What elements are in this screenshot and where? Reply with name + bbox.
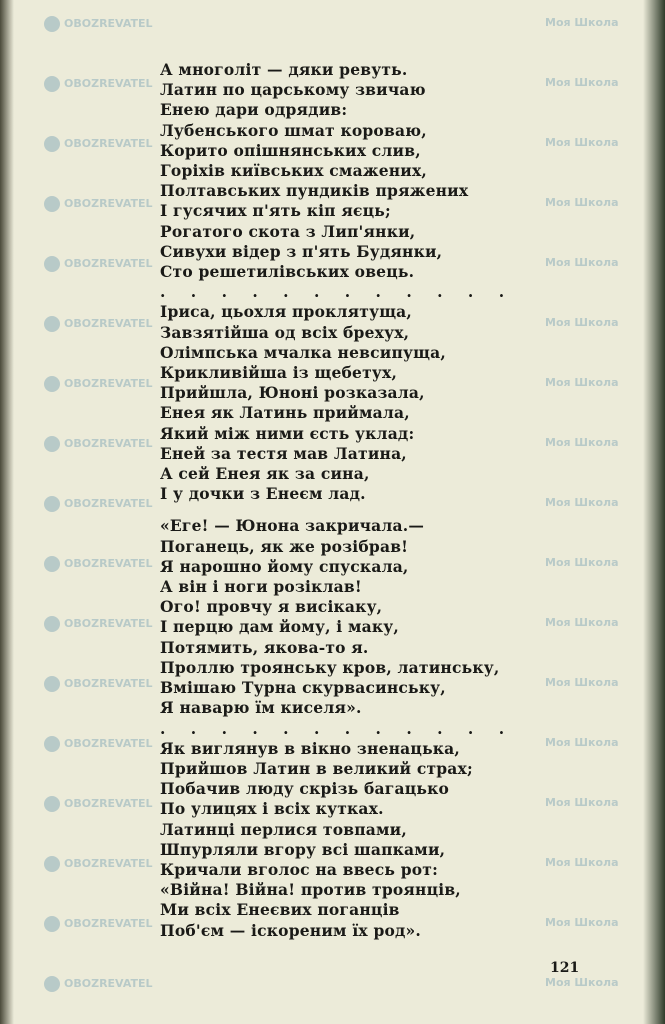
- watermark-left: OBOZREVATEL: [40, 736, 153, 752]
- watermark-right: Моя Школа: [545, 316, 619, 329]
- watermark-right: Моя Школа: [545, 16, 619, 29]
- poem-line: А сей Енея як за сина,: [160, 464, 370, 484]
- poem-line: Поганець, як же розібрав!: [160, 536, 409, 556]
- poem-line: І гусячих п'ять кіп яєць;: [160, 201, 391, 221]
- poem-line: Побачив люду скрізь багацько: [160, 779, 450, 799]
- watermark-left: OBOZREVATEL: [40, 616, 153, 632]
- watermark-right: Моя Школа: [545, 376, 619, 389]
- poem-line: Вмішаю Турна скурвасинську,: [160, 678, 446, 698]
- watermark-circle-icon: [44, 136, 60, 152]
- poem-line: Енею дари одрядив:: [160, 100, 348, 120]
- watermark-circle-icon: [44, 436, 60, 452]
- poem-line: І у дочки з Енеєм лад.: [160, 484, 366, 504]
- ellipsis-divider-2: . . . . . . . . . . . .: [160, 718, 515, 738]
- watermark-left: OBOZREVATEL: [40, 316, 153, 332]
- watermark-left: OBOZREVATEL: [40, 976, 153, 992]
- watermark-right: Моя Школа: [545, 256, 619, 269]
- poem-line: Лубенського шмат короваю,: [160, 120, 427, 140]
- poem-line: Полтавських пундиків пряжених: [160, 181, 469, 201]
- watermark-right: Моя Школа: [545, 196, 619, 209]
- watermark-circle-icon: [44, 556, 60, 572]
- poem-line: Прийшов Латин в великий страх;: [160, 758, 473, 778]
- ellipsis-divider-1: . . . . . . . . . . . .: [160, 282, 515, 302]
- stanza-4: [160, 739, 514, 941]
- watermark-right: Моя Школа: [545, 856, 619, 869]
- watermark-circle-icon: [44, 616, 60, 632]
- poem-line: І перцю дам йому, і маку,: [160, 617, 399, 637]
- watermark-circle-icon: [44, 976, 60, 992]
- page-number: 121: [550, 960, 580, 976]
- poem-line: Еней за тестя мав Латина,: [160, 443, 407, 463]
- poem-line: По улицях і всіх кутках.: [160, 799, 384, 819]
- watermark-circle-icon: [44, 316, 60, 332]
- watermark-circle-icon: [44, 76, 60, 92]
- poem-line: Потямить, якова-то я.: [160, 637, 369, 657]
- watermark-left: OBOZREVATEL: [40, 916, 153, 932]
- stanza-3: [160, 516, 514, 718]
- watermark-left: OBOZREVATEL: [40, 136, 153, 152]
- watermark-right: Моя Школа: [545, 556, 619, 569]
- poem-line: Поб'єм — іскореним їх род».: [160, 920, 422, 940]
- poem-line: «Війна! Війна! против троянців,: [160, 880, 461, 900]
- poem-line: Іриса, цьохля проклятуща,: [160, 302, 413, 322]
- watermark-circle-icon: [44, 856, 60, 872]
- poem-line: Завзятійша од всіх брехух,: [160, 322, 410, 342]
- watermark-circle-icon: [44, 496, 60, 512]
- watermark-circle-icon: [44, 676, 60, 692]
- poem-line: «Еге! — Юнона закричала.—: [160, 516, 425, 536]
- watermark-left: OBOZREVATEL: [40, 436, 153, 452]
- poem-line: Кричали вголос на ввесь рот:: [160, 859, 438, 879]
- poem-line: Корито опішнянських слив,: [160, 140, 421, 160]
- watermark-right: Моя Школа: [545, 616, 619, 629]
- watermark-circle-icon: [44, 256, 60, 272]
- watermark-right: Моя Школа: [545, 496, 619, 509]
- watermark-right: Моя Школа: [545, 436, 619, 449]
- poem-line: Латинці перлися товпами,: [160, 819, 407, 839]
- watermark-right: Моя Школа: [545, 76, 619, 89]
- poem-line: Шпурляли вгору всі шапками,: [160, 839, 446, 859]
- watermark-left: OBOZREVATEL: [40, 496, 153, 512]
- watermark-circle-icon: [44, 376, 60, 392]
- poem-line: Я нарошно йому спускала,: [160, 556, 409, 576]
- page-binding-shadow: [0, 0, 14, 1024]
- poem-line: Рогатого скота з Лип'янки,: [160, 221, 416, 241]
- poem-text: [160, 60, 514, 941]
- poem-line: А многоліт — дяки ревуть.: [160, 60, 408, 79]
- watermark-right: Моя Школа: [545, 976, 619, 989]
- watermark-right: Моя Школа: [545, 916, 619, 929]
- poem-line: Енея як Латинь приймала,: [160, 403, 410, 423]
- poem-line: Ого! провчу я висікаку,: [160, 597, 383, 617]
- watermark-right: Моя Школа: [545, 136, 619, 149]
- watermark-left: OBOZREVATEL: [40, 76, 153, 92]
- watermark-circle-icon: [44, 736, 60, 752]
- watermark-circle-icon: [44, 16, 60, 32]
- watermark-left: OBOZREVATEL: [40, 856, 153, 872]
- poem-line: Який між ними єсть уклад:: [160, 423, 415, 443]
- poem-line: Проллю троянську кров, латинську,: [160, 657, 500, 677]
- poem-line: Олімпська мчалка невсипуща,: [160, 342, 446, 362]
- stanza-1: [160, 60, 514, 282]
- watermark-circle-icon: [44, 196, 60, 212]
- watermark-left: OBOZREVATEL: [40, 256, 153, 272]
- stanza-2: [160, 302, 514, 504]
- watermark-circle-icon: [44, 796, 60, 812]
- watermark-left: OBOZREVATEL: [40, 196, 153, 212]
- watermark-circle-icon: [44, 916, 60, 932]
- poem-line: А він і ноги розіклав!: [160, 577, 362, 597]
- watermark-left: OBOZREVATEL: [40, 676, 153, 692]
- poem-line: Горіхів київських смажених,: [160, 161, 428, 181]
- poem-line: Латин по царському звичаю: [160, 80, 426, 100]
- watermark-left: OBOZREVATEL: [40, 376, 153, 392]
- watermark-left: OBOZREVATEL: [40, 796, 153, 812]
- poem-line: Я наварю їм киселя».: [160, 698, 362, 718]
- poem-line: Ми всіх Енеєвих поганців: [160, 900, 400, 920]
- watermark-left: OBOZREVATEL: [40, 556, 153, 572]
- poem-line: Сивухи відер з п'ять Будянки,: [160, 241, 443, 261]
- watermark-right: Моя Школа: [545, 796, 619, 809]
- page-edge-shadow: [643, 0, 665, 1024]
- watermark-left: OBOZREVATEL: [40, 16, 153, 32]
- watermark-right: Моя Школа: [545, 676, 619, 689]
- poem-line: Як виглянув в вікно зненацька,: [160, 738, 461, 758]
- poem-line: Крикливійша із щебетух,: [160, 363, 398, 383]
- poem-line: Сто решетилівських овець.: [160, 262, 415, 282]
- watermark-right: Моя Школа: [545, 736, 619, 749]
- poem-line: Прийшла, Юноні розказала,: [160, 383, 425, 403]
